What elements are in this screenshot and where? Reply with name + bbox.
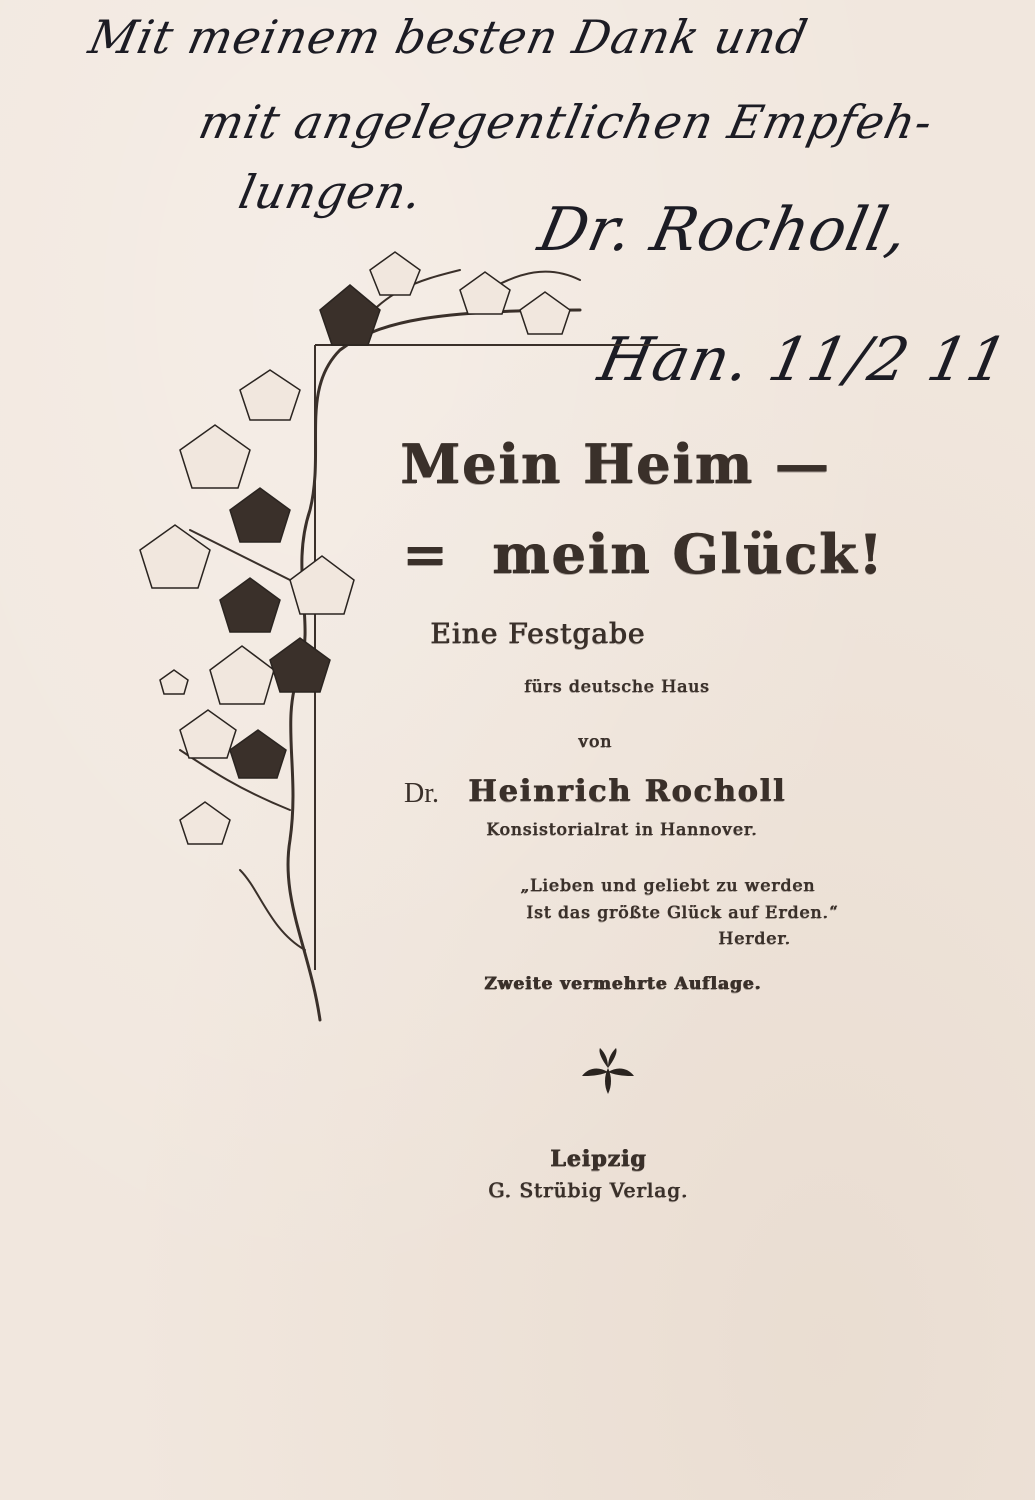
- imprint-city: Leipzig: [550, 1146, 647, 1172]
- title-dash: =: [402, 522, 450, 586]
- epigraph-source: Herder.: [718, 929, 791, 949]
- inscription-line-3: lungen.: [234, 165, 428, 219]
- signature: Dr. Rocholl,: [532, 195, 915, 265]
- edition: Zweite vermehrte Auflage.: [484, 974, 762, 994]
- subtitle-line-1: Eine Festgabe: [430, 617, 646, 650]
- author-role: Konsistorialrat in Hannover.: [486, 820, 758, 840]
- subtitle-line-2: fürs deutsche Haus: [524, 677, 710, 697]
- author-name: Heinrich Rocholl: [468, 774, 787, 809]
- inscription-line-2: mit angelegentlichen Empfeh-: [194, 95, 938, 149]
- fleuron-ornament: [578, 1046, 638, 1096]
- inscription-place-date: Han. 11/2 11: [592, 325, 1015, 395]
- imprint-publisher: G. Strübig Verlag.: [488, 1178, 689, 1202]
- author-prefix: Dr.: [404, 778, 439, 809]
- title-line-1: Mein Heim —: [400, 432, 831, 496]
- epigraph-line-2: Ist das größte Glück auf Erden.“: [526, 903, 839, 923]
- epigraph-line-1: „Lieben und geliebt zu werden: [520, 876, 816, 896]
- title-line-2: mein Glück!: [492, 522, 884, 586]
- inscription-line-1: Mit meinem besten Dank und: [84, 10, 813, 64]
- subtitle-by: von: [578, 732, 612, 752]
